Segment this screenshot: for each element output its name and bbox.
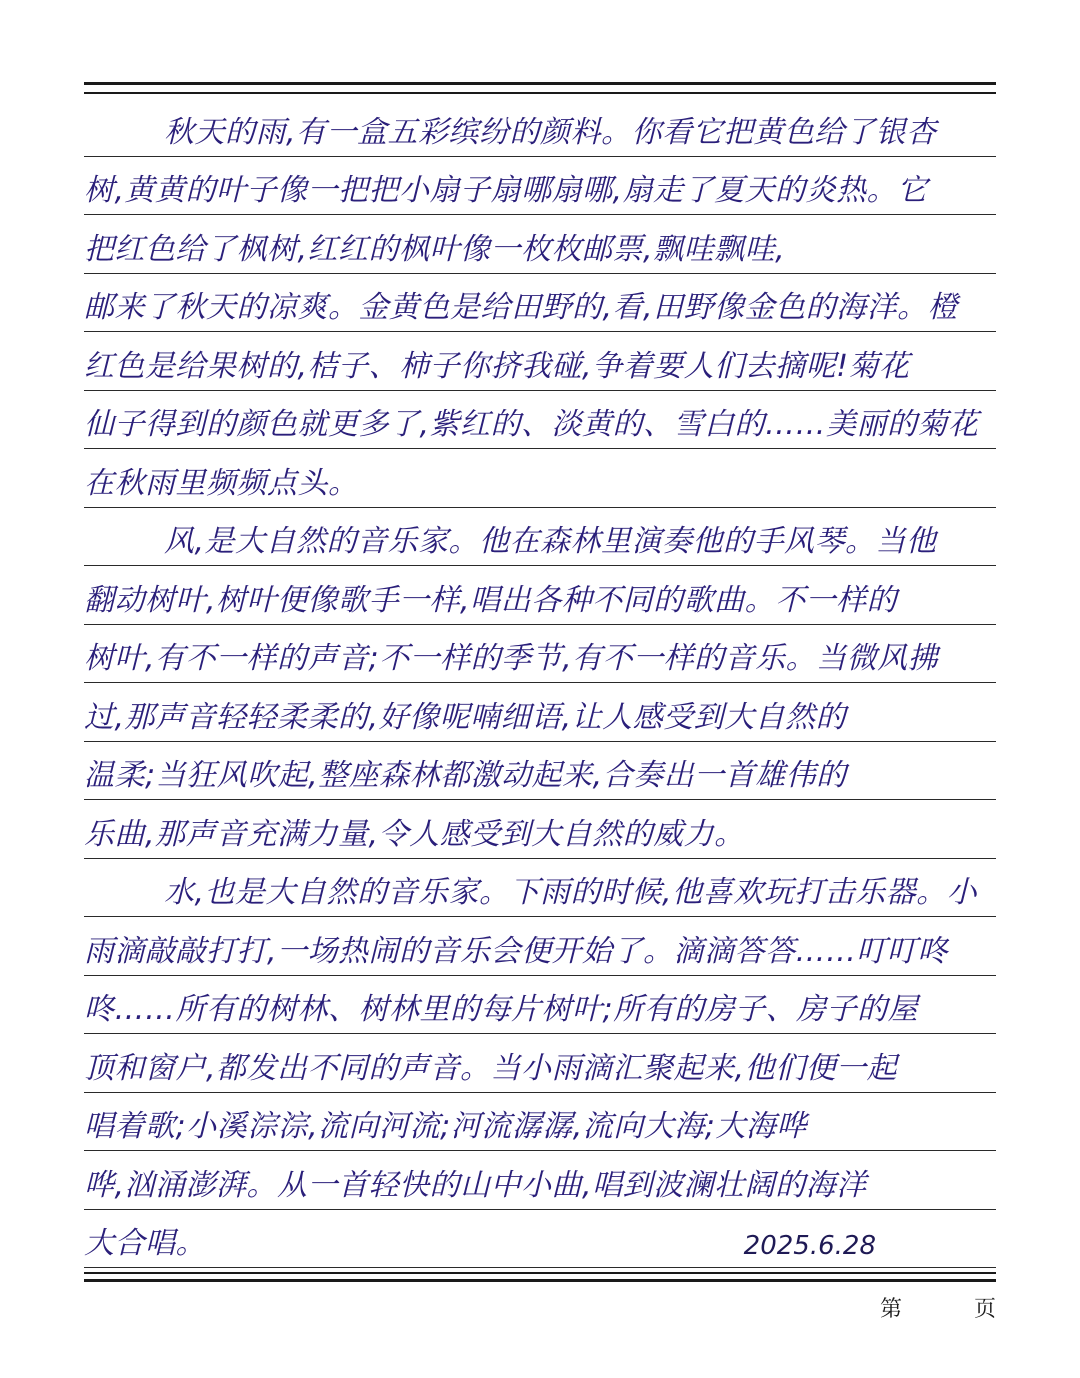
essay-line <box>84 859 996 918</box>
line-text: 在秋雨里频频点头。 <box>84 465 359 501</box>
essay-date: 2025.6.28 <box>743 1231 876 1261</box>
line-text: 顶和窗户,都发出不同的声音。当小雨滴汇聚起来,他们便一起 <box>84 1050 898 1086</box>
essay-line <box>84 742 996 801</box>
essay-line <box>84 800 996 859</box>
page-number-footer <box>880 1292 996 1323</box>
line-text: 水,也是大自然的音乐家。下雨的时候,他喜欢玩打击乐器。小 <box>164 875 978 910</box>
essay-line <box>84 917 996 976</box>
line-text: 邮来了秋天的凉爽。金黄色是给田野的,看,田野像金色的海洋。橙 <box>84 290 959 325</box>
line-text: 咚……所有的树林、树林里的每片树叶;所有的房子、房子的屋 <box>84 992 919 1027</box>
essay-line <box>84 1034 996 1093</box>
footer-page-prefix: 第 <box>880 1297 903 1322</box>
line-text: 秋天的雨,有一盒五彩缤纷的颜料。你看它把黄色给了银杏 <box>164 114 937 150</box>
essay-line <box>84 976 996 1035</box>
essay-line <box>84 1151 996 1210</box>
line-text: 唱着歌;小溪淙淙,流向河流;河流潺潺,流向大海;大海哗 <box>84 1109 807 1144</box>
line-text: 乐曲,那声音充满力量,令人感受到大自然的威力。 <box>84 816 745 852</box>
essay-lines <box>84 98 996 1268</box>
top-double-rule-upper <box>84 82 996 85</box>
essay-line <box>84 332 996 391</box>
line-text: 仙子得到的颜色就更多了,紫红的、淡黄的、雪白的……美丽的菊花 <box>84 407 979 442</box>
bottom-double-rule-lower <box>84 1279 996 1282</box>
essay-line <box>84 1210 996 1269</box>
top-double-rule-lower <box>84 92 996 94</box>
essay-line <box>84 215 996 274</box>
line-text: 大合唱。 <box>84 1226 206 1261</box>
line-text: 翻动树叶,树叶便像歌手一样,唱出各种不同的歌曲。不一样的 <box>84 582 898 618</box>
essay-line <box>84 391 996 450</box>
essay-line <box>84 625 996 684</box>
essay-line <box>84 566 996 625</box>
line-text: 风,是大自然的音乐家。他在森林里演奏他的手风琴。当他 <box>164 524 937 559</box>
line-text: 把红色给了枫树,红红的枫叶像一枚枚邮票,飘哇飘哇, <box>84 231 786 267</box>
line-text: 过,那声音轻轻柔柔的,好像呢喃细语,让人感受到大自然的 <box>84 699 847 735</box>
line-text: 树,黄黄的叶子像一把把小扇子扇哪扇哪,扇走了夏天的炎热。它 <box>84 173 928 208</box>
line-text: 哗,汹涌澎湃。从一首轻快的山中小曲,唱到波澜壮阔的海洋 <box>84 1167 867 1203</box>
bottom-double-rule-upper <box>84 1272 996 1274</box>
essay-line <box>84 98 996 157</box>
essay-line <box>84 157 996 216</box>
essay-line <box>84 508 996 567</box>
footer-page-suffix: 页 <box>973 1297 996 1322</box>
essay-line <box>84 274 996 333</box>
essay-line <box>84 449 996 508</box>
line-text: 温柔;当狂风吹起,整座森林都激动起来,合奏出一首雄伟的 <box>84 758 847 793</box>
essay-line <box>84 1093 996 1152</box>
line-text: 红色是给果树的,桔子、柿子你挤我碰,争着要人们去摘呢!菊花 <box>84 348 910 384</box>
essay-line <box>84 683 996 742</box>
line-text: 雨滴敲敲打打,一场热闹的音乐会便开始了。滴滴答答……叮叮咚 <box>84 933 949 969</box>
line-text: 树叶,有不一样的声音;不一样的季节,有不一样的音乐。当微风拂 <box>84 641 939 676</box>
